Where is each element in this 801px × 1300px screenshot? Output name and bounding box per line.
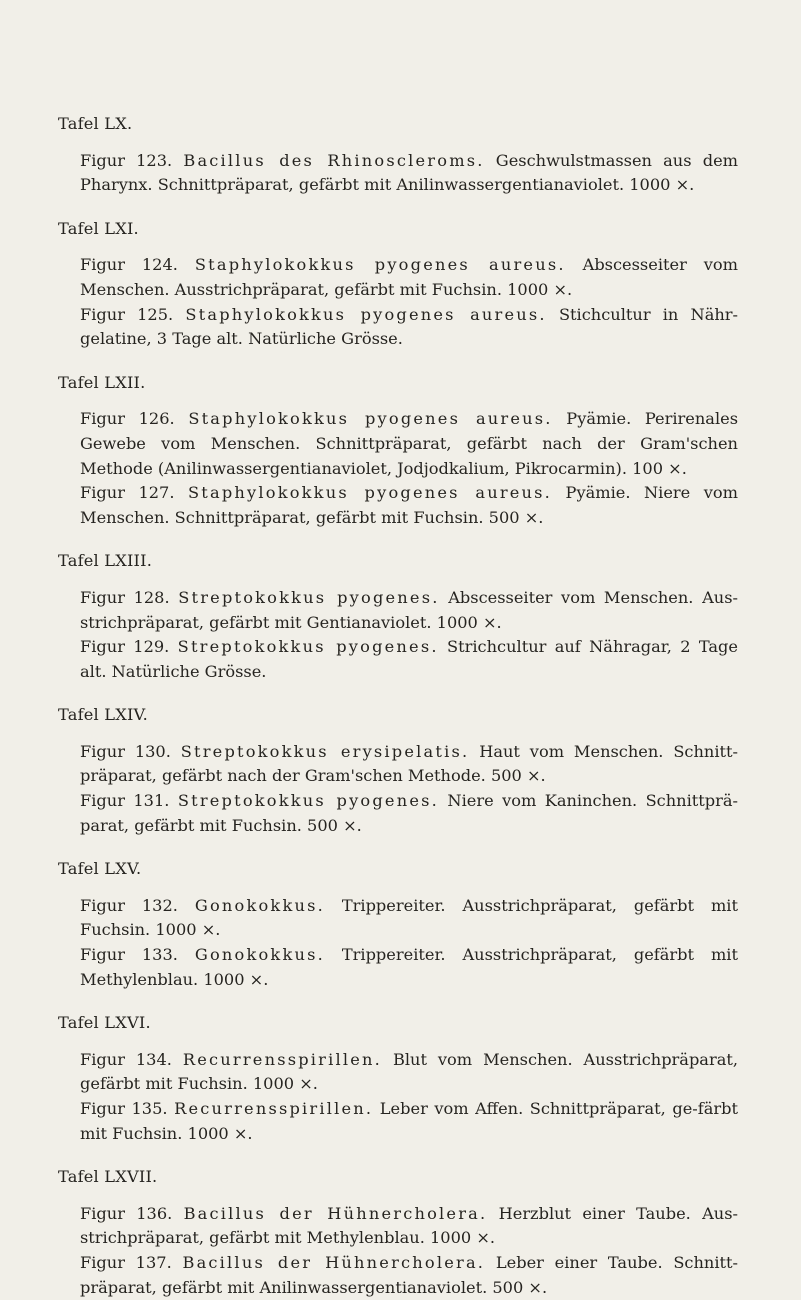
tafel-title: Tafel LXI. [58,218,139,238]
figure-organism: Staphylokokkus pyogenes aureus. [188,483,553,503]
figure-caption [80,1251,738,1300]
figure-description: Trippereiter. Ausstrichpräparat, gefärbt mit Fuchsin. 1000 ×. [80,895,738,940]
tafel-title: Tafel LXIII. [58,551,153,571]
figure-description: Geschwulstmassen aus dem Pharynx. Schnittpräparat, gefärbt mit Anilinwassergentianaviolet. 1000 ×. [80,150,739,195]
tafel-section [58,1011,738,1146]
figure-caption [80,586,738,635]
figure-label: Figur 125. [80,304,174,324]
figure-caption [80,789,738,838]
tafel-section [58,112,738,198]
tafel-title: Tafel LXV. [58,859,142,879]
figure-label: Figur 123. [80,150,173,170]
figure-caption [80,1048,738,1097]
figure-caption [80,1202,738,1251]
figure-caption [80,253,738,302]
tafel-section [58,217,738,352]
figure-label: Figur 136. [80,1203,173,1223]
figure-caption [80,635,738,684]
figure-organism: Streptokokkus pyogenes. [178,587,440,607]
tafel-section [58,857,738,992]
figure-caption [80,407,738,481]
figure-description: Pyämie. Niere vom Menschen. Schnittpräparat, gefärbt mit Fuchsin. 500 ×. [80,483,738,527]
figure-organism: Bacillus der Hühnercholera. [182,1252,486,1272]
figure-description: Trippereiter. Ausstrichpräparat, gefärbt mit Methylenblau. 1000 ×. [80,945,738,989]
figure-caption [80,481,738,530]
figure-label: Figur 132. [80,895,178,915]
figure-organism: Gonokokkus. [194,895,325,915]
figure-caption [80,1097,738,1146]
figure-description: Abscesseiter vom Menschen. Ausstrichpräparat, gefärbt mit Fuchsin. 1000 ×. [80,255,738,299]
figure-organism: Gonokokkus. [194,945,325,965]
figure-caption [80,303,738,352]
figure-label: Figur 126. [80,409,175,429]
figure-organism: Staphylokokkus pyogenes aureus. [185,304,547,324]
figure-caption [80,149,738,198]
figure-caption [80,740,738,789]
tafel-title: Tafel LXIV. [58,705,148,725]
figure-label: Figur 130. [80,741,171,761]
figure-description: Abscesseiter vom Menschen. Aus-strichpräparat, gefärbt mit Gentianaviolet. 1000 ×. [80,587,738,632]
tafel-title: Tafel LX. [58,114,133,133]
figure-description: Haut vom Menschen. Schnitt-präparat, gefärbt nach der Gram'schen Methode. 500 ×. [80,741,738,786]
figure-description: Leber vom Affen. Schnittpräparat, ge-färbt mit Fuchsin. 1000 ×. [80,1099,738,1143]
plate-legend-list [58,112,738,1300]
tafel-section [58,1165,738,1300]
tafel-title: Tafel LXVII. [58,1167,158,1187]
figure-caption [80,943,738,992]
tafel-section [58,371,738,531]
figure-label: Figur 128. [80,587,170,607]
figure-label: Figur 129. [80,637,170,657]
figure-caption [80,894,738,943]
tafel-title: Tafel LXII. [58,372,146,392]
figure-organism: Staphylokokkus pyogenes aureus. [194,255,566,275]
figure-organism: Streptokokkus pyogenes. [177,637,439,657]
figure-description: Leber einer Taube. Schnitt-präparat, gefärbt mit Anilinwassergentianaviolet. 500 ×. [80,1252,738,1297]
figure-description: Herzblut einer Taube. Aus-strichpräparat, gefärbt mit Methylenblau. 1000 ×. [80,1203,738,1248]
figure-label: Figur 133. [80,945,178,965]
figure-label: Figur 137. [80,1252,172,1272]
figure-organism: Recurrensspirillen. [174,1099,374,1118]
figure-label: Figur 127. [80,483,175,503]
figure-description: Strichcultur auf Nähragar, 2 Tage alt. Natürliche Grösse. [80,637,738,681]
figure-description: Stichcultur in Nähr-gelatine, 3 Tage alt. Natürliche Grösse. [80,304,738,349]
tafel-section [58,703,738,838]
figure-label: Figur 134. [80,1049,172,1069]
figure-organism: Streptokokkus erysipelatis. [180,741,470,761]
figure-organism: Recurrensspirillen. [182,1049,382,1069]
figure-organism: Streptokokkus pyogenes. [177,791,439,811]
figure-organism: Staphylokokkus pyogenes aureus. [188,409,553,429]
tafel-section [58,549,738,684]
figure-label: Figur 131. [80,791,170,811]
figure-description: Pyämie. Perirenales Gewebe vom Menschen. Schnittpräparat, gefärbt nach der Gram'schen Methode (Anilinwassergentianaviolet, Jodjodkalium, Pikrocarmin). 100 ×. [80,409,739,478]
figure-description: Niere vom Kaninchen. Schnittprä-parat, gefärbt mit Fuchsin. 500 ×. [80,791,738,835]
figure-organism: Bacillus des Rhinoscleroms. [183,150,485,170]
tafel-title: Tafel LXVI. [58,1013,151,1033]
figure-organism: Bacillus der Hühnercholera. [183,1203,488,1223]
figure-label: Figur 124. [80,255,178,275]
figure-label: Figur 135. [80,1099,168,1118]
figure-description: Blut vom Menschen. Ausstrichpräparat, gefärbt mit Fuchsin. 1000 ×. [80,1049,738,1094]
